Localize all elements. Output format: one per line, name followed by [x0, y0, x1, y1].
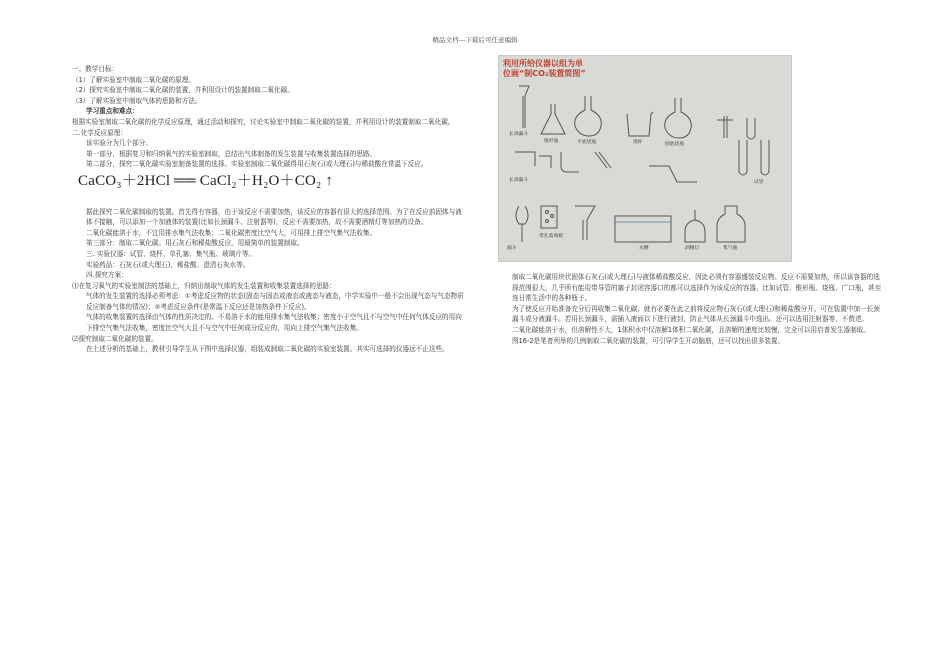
paragraph: 第二部分，探究二氧化碳实验室制备装置的选择。实验室制取二氧化碳得用石灰石(或大理石)与稀盐酸在常温下反应。	[86, 160, 428, 169]
paragraph: 为了使反应开始准备充分后再收集二氧化碳，就有必要在此之前将反应物石灰石(或大理石)和稀盐酸分开。可在装置中加一长颈漏斗或分液漏斗。若用长颈漏斗，需插入液面以下进行液封，防止气体从长颈漏斗中逸出。还可以选用注射器等，不赘述。	[512, 304, 880, 324]
paragraph: ⑵探究制取二氧化碳的装置。	[72, 334, 158, 343]
apparatus-drawing	[499, 56, 791, 261]
figure-label: 集气瓶	[723, 246, 738, 251]
paragraph: 实验药品：石灰石(或大理石)、稀盐酸、澄清石灰水等。	[86, 260, 250, 269]
figure-label: 带孔玻璃板	[539, 234, 563, 239]
paragraph: 二氧化碳能溶于水，但溶解性不大，1体积水中仅溶解1体积二氧化碳，且溶解的速度比较慢，完全可以用启普发生器制取。	[512, 325, 870, 334]
figure-title-line: 位画“制CO₂装置简图”	[503, 68, 586, 78]
beaker-icon	[627, 112, 653, 136]
paragraph: 据此探究二氧化碳制取的装置。首先得有容器，由于该反应不需要加热，该反应的容器有很大的选择范围。为了在反应前固体与液体不接触，可以添加一个加液体的装置(比如长颈漏斗、注射器等)，反应不需要加热，故不需要酒精灯等加热的设备。	[86, 207, 462, 227]
figure-label: 锥形瓶	[544, 139, 559, 144]
gas-bottle-icon	[717, 206, 745, 242]
goal-item: （3）了解实验室中制取气体的思路和方法。	[72, 96, 202, 105]
paragraph: 第一部分，根据复习和归纳氧气的实验室制取，总结出气体制备的发生装置与收集装置选择的思路。	[86, 149, 377, 158]
paragraph: 该实验分为几个部分。	[86, 139, 152, 148]
paragraph: 气体的发生装置的选择必须考虑：①考虑反应物的状态(固态与固态或液态或液态与液态，中学实验中一般不会出现气态与气态物质反应制备气体的情况)；②考虑反应条件(是常温下反应还是加热条件下反应)。	[86, 292, 464, 311]
conical-flask-icon	[541, 104, 565, 134]
funnel-icon	[575, 206, 595, 240]
section-heading: 二.化学反应原理：	[72, 128, 127, 137]
goal-item: （2）探究实验室中制取二氧化碳的装置，并利用设计的装置制取二氧化碳。	[72, 86, 294, 95]
section-heading: 四.探究方案：	[86, 271, 128, 280]
paragraph: ⑴在复习氧气的实验室制法的基础上，归纳出制取气体的发生装置和收集装置选择的思路：	[72, 281, 336, 290]
tube-set-icon	[717, 116, 755, 139]
figure-label: 漏斗	[507, 246, 517, 251]
figure-label: 长颈漏斗	[509, 132, 529, 137]
section-heading: 一、教学目标：	[72, 65, 119, 73]
key-points-heading: 学习重点和难点：	[86, 107, 139, 116]
paragraph: 三. 实验仪器：试管、烧杯、单孔塞、集气瓶、玻璃片等。	[86, 249, 256, 258]
right-column	[498, 272, 886, 346]
glass-tube-icon	[561, 152, 579, 172]
delivery-tube-icon	[649, 166, 697, 182]
water-trough-icon	[615, 216, 671, 242]
apparatus-figure	[498, 55, 792, 262]
paragraph: 根据实验室制取二氧化碳的化学反应原理，通过活动和探究，讨论实验室中制取二氧化碳的装置，并利用设计的装置制取二氧化碳。	[72, 117, 455, 126]
paragraph: 第三部分：制取二氧化碳。用石灰石和稀盐酸反应，用最简单的装置制取。	[86, 239, 304, 248]
page-header: 精品文档---下载后可任意编辑	[432, 36, 518, 44]
dropper-icon	[595, 152, 611, 168]
figure-label: 圆底烧瓶	[665, 142, 685, 147]
figure-label: 烧杯	[633, 140, 643, 145]
alcohol-lamp-icon	[685, 210, 705, 242]
paragraph: 气体的收集装置的选择由气体的性质决定的。不易溶于水的能用排水集气法收集；密度小于空气且不与空气中任何气体反应的用向下排空气集气法收集，密度比空气大且不与空气中任何成分反应的，用向上排空气集气法收集。	[86, 313, 462, 333]
figure-label: 长颈漏斗	[509, 178, 529, 183]
paragraph: 在上述分析的基础上，教材引导学生从下图中选择仪器，组装成制取二氧化碳的实验室装置。其实可选择的仪器远不止这些。	[86, 345, 449, 354]
paragraph: 二氧化碳能溶于水，不宜用排水集气法收集；二氧化碳密度比空气大，可用排上排空气集气法收集。	[86, 228, 377, 237]
chemical-equation: CaCO₃＋2HCl ══ CaCl₂＋H₂O＋CO₂ ↑	[78, 172, 334, 189]
figure-label: 酒精灯	[685, 246, 700, 251]
figure-label: 试管	[754, 180, 764, 185]
figure-title-line: 利用所给仪器以组为单	[503, 59, 583, 68]
figure-label: 平底烧瓶	[577, 140, 597, 145]
left-column	[72, 64, 464, 355]
long-neck-funnel-icon	[519, 86, 529, 128]
round-flask-icon	[665, 98, 692, 138]
test-tube-icon	[739, 140, 769, 175]
figure-label: 水槽	[639, 246, 649, 251]
perforated-plate-icon	[541, 206, 557, 228]
paragraph: 图16-2是笔者列举的几例制取二氧化碳的装置，可引导学生开动脑筋，还可以找出很多装置。	[512, 336, 785, 345]
goal-item: （1）了解实验室中制取二氧化碳的原理。	[72, 75, 195, 84]
flat-flask-icon	[575, 96, 602, 136]
separating-funnel-icon	[516, 206, 528, 242]
bent-tube-icon	[515, 152, 551, 168]
paragraph: 制取二氧化碳用块状固体石灰石(或大理石)与液体稀盐酸反应，因此必须有容器盛装反应物。反应不需要加热，所以该容器的选择范围很大，几乎所有能用带导管的塞子封闭容器口的都可以选择作为该反应的容器。比如试管、锥形瓶、烧瓶、广口瓶，甚至连日常生活中的各种瓶子。	[512, 273, 882, 303]
